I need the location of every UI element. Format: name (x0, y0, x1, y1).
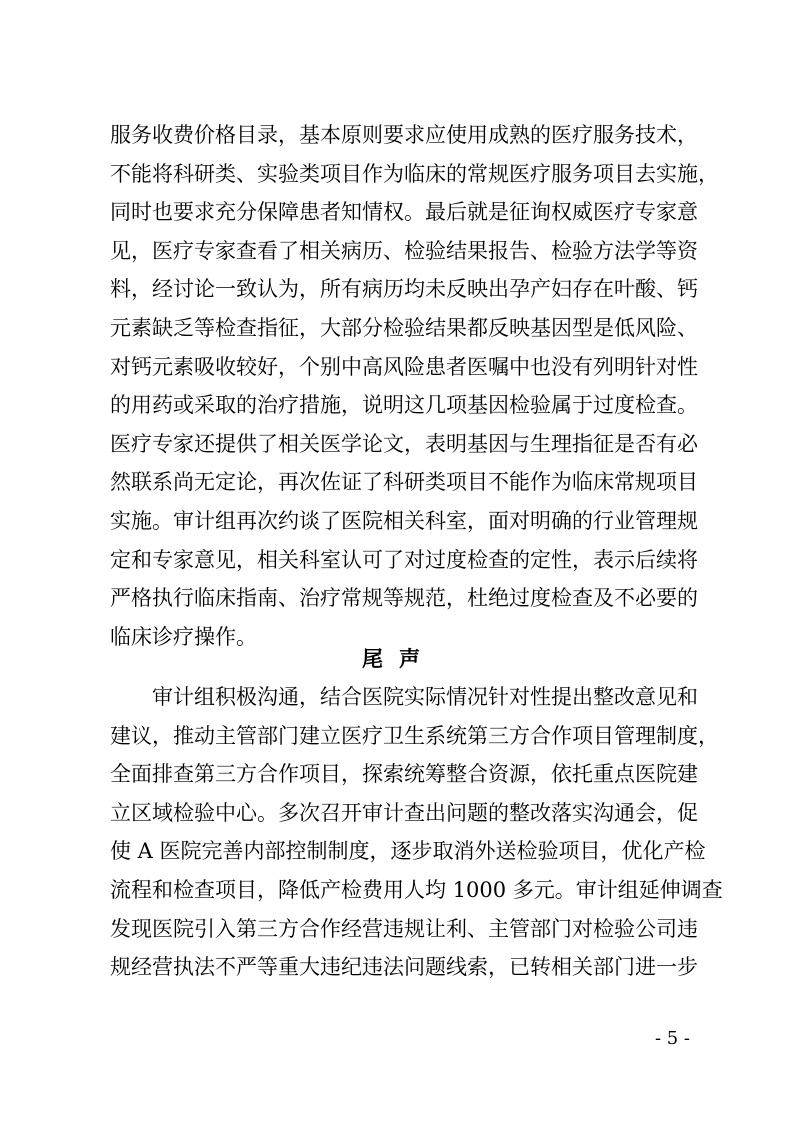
paragraph-line: 对钙元素吸收较好，个别中高风险患者医嘱中也没有列明针对性 (110, 354, 698, 379)
paragraph-line: 使 A 医院完善内部控制制度，逐步取消外送检验项目，优化产检 (110, 839, 706, 864)
paragraph-line: 料，经讨论一致认为，所有病历均未反映出孕产妇存在叶酸、钙 (110, 277, 698, 302)
paragraph-line: 同时也要求充分保障患者知情权。最后就是征询权威医疗专家意 (110, 200, 698, 225)
paragraph-line: 立区域检验中心。多次召开审计查出问题的整改落实沟通会，促 (110, 800, 698, 825)
paragraph-line: 规经营执法不严等重大违纪违法问题线索，已转相关部门进一步 (110, 955, 698, 980)
paragraph-line: 见，医疗专家查看了相关病历、检验结果报告、检验方法学等资 (110, 238, 698, 263)
paragraph-line: 不能将科研类、实验类项目作为临床的常规医疗服务项目去实施， (110, 161, 719, 186)
paragraph-line: 元素缺乏等检查指征，大部分检验结果都反映基因型是低风险、 (110, 315, 698, 340)
paragraph-line: 服务收费价格目录，基本原则要求应使用成熟的医疗服务技术， (110, 123, 698, 147)
paragraph-line: 建议，推动主管部门建立医疗卫生系统第三方合作项目管理制度， (110, 723, 719, 748)
paragraph-line: 医疗专家还提供了相关医学论文，表明基因与生理指征是否有必 (110, 431, 698, 456)
page-number: - 5 - (654, 1028, 690, 1049)
paragraph-line: 发现医院引入第三方合作经营违规让利、主管部门对检验公司违 (110, 916, 698, 941)
paragraph-2 (110, 678, 723, 987)
paragraph-line: 定和专家意见，相关科室认可了对过度检查的定性，表示后续将 (110, 547, 698, 572)
paragraph-line: 审计组积极沟通，结合医院实际情况针对性提出整改意见和 (152, 685, 698, 709)
paragraph-line: 的用药或采取的治疗措施，说明这几项基因检验属于过度检查。 (110, 393, 698, 418)
paragraph-line: 全面排查第三方合作项目，探索统筹整合资源，依托重点医院建 (110, 762, 698, 787)
paragraph-line: 然联系尚无定论，再次佐证了科研类项目不能作为临床常规项目 (110, 470, 698, 495)
section-title: 尾声 (362, 647, 436, 671)
paragraph-line: 实施。审计组再次约谈了医院相关科室，面对明确的行业管理规 (110, 508, 698, 533)
paragraph-line: 临床诊疗操作。 (110, 624, 257, 649)
paragraph-line: 流程和检查项目，降低产检费用人均 1000 多元。审计组延伸调查 (110, 877, 723, 902)
paragraph-line: 严格执行临床指南、治疗常规等规范，杜绝过度检查及不必要的 (110, 586, 698, 611)
paragraph-1 (110, 116, 719, 656)
